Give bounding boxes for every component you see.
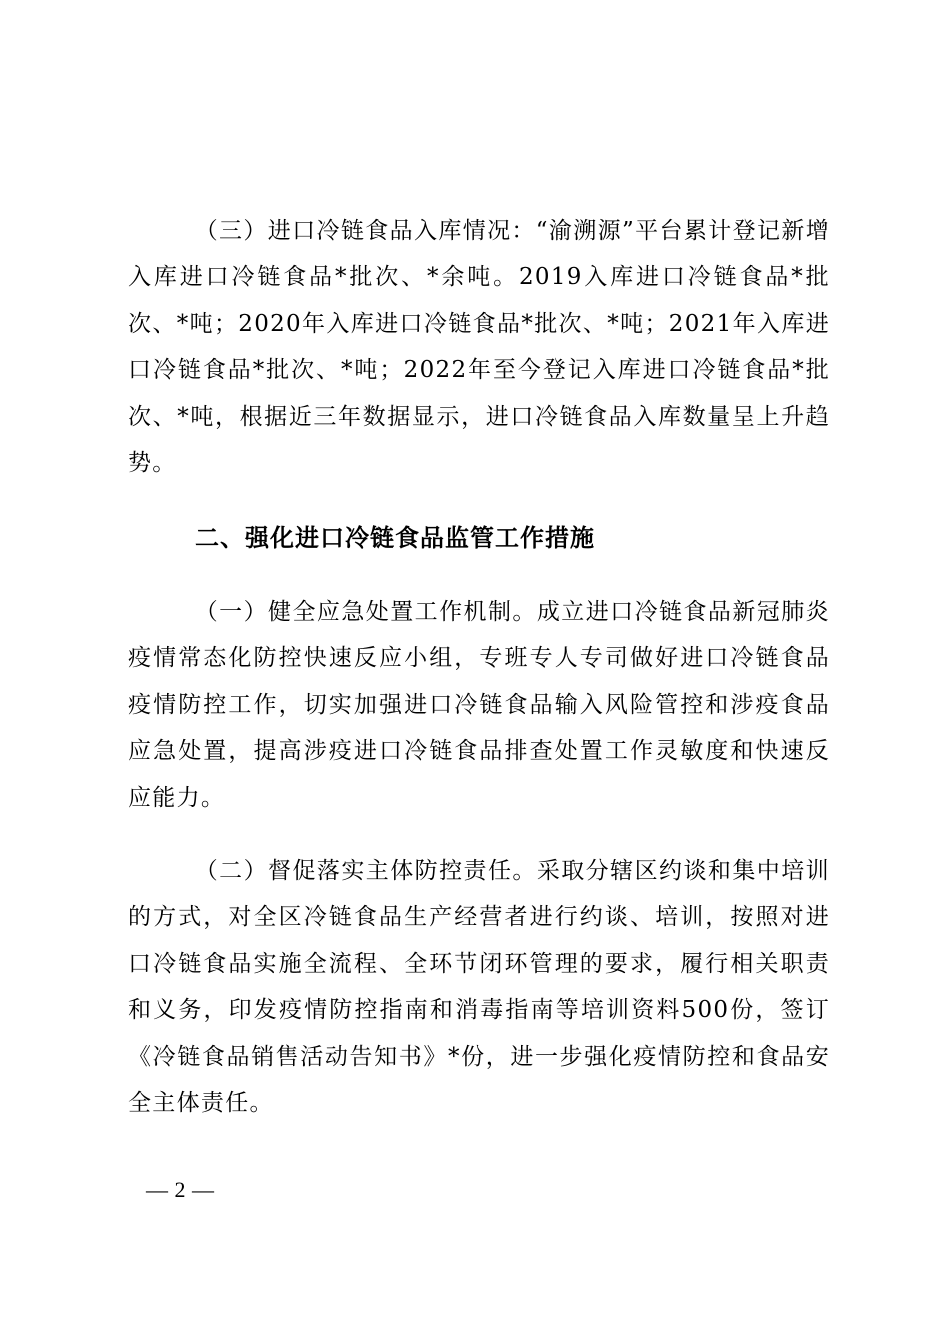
page-number: — 2 — bbox=[146, 1177, 215, 1202]
paragraph-emergency-mechanism: （一）健全应急处置工作机制。成立进口冷链食品新冠肺炎疫情常态化防控快速反应小组，专班专人专司做好进口冷链食品疫情防控工作，切实加强进口冷链食品输入风险管控和涉疫食品应急处置，提高涉疫进口冷链食品排查处置工作灵敏度和快速反应能力。 bbox=[128, 599, 830, 811]
section-heading: 二、强化进口冷链食品监管工作措施 bbox=[195, 524, 595, 552]
paragraph-import-storage: （三）进口冷链食品入库情况：“渝溯源”平台累计登记新增入库进口冷链食品*批次、*余吨。2019入库进口冷链食品*批次、*吨；2020年入库进口冷链食品*批次、*吨；2021年入库进口冷链食品*批次、*吨；2022年至今登记入库进口冷链食品*批次、*吨，根据近三年数据显示，进口冷链食品入库数量呈上升趋势。 bbox=[128, 218, 830, 477]
paragraph-responsibility: （二）督促落实主体防控责任。采取分辖区约谈和集中培训的方式，对全区冷链食品生产经营者进行约谈、培训，按照对进口冷链食品实施全流程、全环节闭环管理的要求，履行相关职责和义务，印发疫情防控指南和消毒指南等培训资料500份，签订《冷链食品销售活动告知书》*份，进一步强化疫情防控和食品安全主体责任。 bbox=[128, 858, 830, 1117]
